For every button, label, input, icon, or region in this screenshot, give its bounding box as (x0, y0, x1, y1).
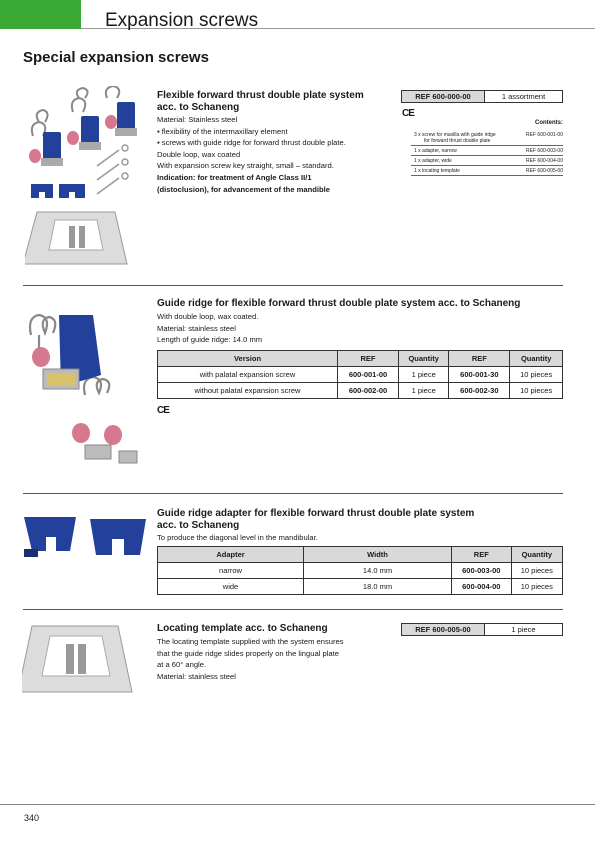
guide-ridge-table (157, 350, 563, 399)
table-cell: 10 pieces (511, 563, 562, 579)
chapter-color-tab (0, 0, 81, 29)
product-description (157, 311, 417, 346)
table-row (158, 367, 563, 383)
table-cell: 1 piece (399, 383, 449, 399)
footer-rule (0, 804, 595, 805)
contents-ref: REF 600-003-00 (526, 148, 563, 154)
description-line: at a 60° angle. (157, 660, 207, 670)
table-cell: without palatal expansion screw (158, 383, 338, 399)
table-cell: 18.0 mm (304, 579, 452, 595)
adapter-image (20, 505, 150, 565)
description-line: Material: Stainless steel (157, 115, 238, 124)
contents-ref: REF 600-004-00 (526, 158, 563, 164)
description-line: Material: stainless steel (157, 671, 236, 681)
table-header: Quantity (399, 351, 449, 367)
locating-template-image (22, 620, 142, 700)
description-line: Length of guide ridge: 14.0 mm (157, 335, 263, 345)
screw-figure (32, 86, 119, 136)
table-header-row (158, 547, 563, 563)
page-title: Expansion screws (105, 10, 259, 31)
product-title-line: acc. to Schaneng (157, 520, 240, 531)
table-header: Width (304, 547, 452, 563)
page-number: 340 (24, 813, 40, 823)
table-cell: 600-002-30 (449, 383, 510, 399)
table-cell: 600-003-00 (452, 563, 512, 579)
table-cell: narrow (158, 563, 304, 579)
product-title: Guide ridge for flexible forward thrust double plate system acc. to Schaneng (157, 298, 521, 309)
table-header: REF (449, 351, 510, 367)
product-title-line: Guide ridge adapter for flexible forward thrust double plate system (157, 508, 475, 519)
ref-quantity: 1 assortment (501, 92, 546, 101)
product-description (157, 636, 397, 682)
table-header: Adapter (158, 547, 304, 563)
contents-desc: 1 x adapter, narrow (414, 148, 457, 154)
product-description: To produce the diagonal level in the mandibular. (157, 533, 318, 542)
table-cell: 1 piece (399, 367, 449, 383)
ref-quantity: 1 piece (511, 625, 536, 634)
table-row (158, 579, 563, 595)
ref-box (401, 90, 563, 103)
product-title-line: Flexible forward thrust double plate system (157, 90, 364, 101)
section-title: Special expansion screws (23, 49, 209, 66)
description-line: With expansion screw key straight, small – standard. (157, 161, 334, 171)
contents-ref: REF 600-005-00 (526, 168, 563, 174)
product-description (157, 114, 397, 195)
ce-mark: CE (157, 405, 169, 416)
contents-ref: REF 600-001-00 (526, 132, 563, 138)
contents-desc: 3 x screw for maxilla with guide ridge (414, 132, 496, 138)
product-title-line: acc. to Schaneng (157, 102, 240, 113)
contents-row (411, 156, 563, 166)
description-line: Double loop, wax coated (157, 149, 241, 159)
table-cell: 10 pieces (511, 579, 562, 595)
table-cell: wide (158, 579, 304, 595)
table-cell: 10 pieces (510, 367, 563, 383)
table-header: Version (158, 351, 338, 367)
description-line: ▪ flexibility of the intermaxillary element (157, 126, 288, 136)
table-header: REF (338, 351, 399, 367)
product-title: Locating template acc. to Schaneng (157, 623, 328, 634)
contents-desc: 1 x locating template (414, 168, 460, 174)
table-cell: 600-004-00 (452, 579, 512, 595)
contents-list (411, 120, 563, 176)
product-title (157, 90, 364, 114)
ref-number: REF 600-000-00 (402, 91, 485, 102)
indication-line: (distoclusion), for advancement of the mandible (157, 184, 330, 194)
table-header: REF (452, 547, 512, 563)
description-line: ▪ screws with guide ridge for forward thrust double plate. (157, 138, 346, 148)
table-cell: 600-001-00 (338, 367, 399, 383)
table-header: Quantity (510, 351, 563, 367)
table-cell: 14.0 mm (304, 563, 452, 579)
table-header: Quantity (511, 547, 562, 563)
contents-label: Contents: (535, 120, 563, 126)
table-cell: 10 pieces (510, 383, 563, 399)
description-line: Material: stainless steel (157, 323, 236, 333)
description-line: that the guide ridge slides properly on the lingual plate (157, 648, 339, 658)
adapter-table (157, 546, 563, 595)
table-cell: with palatal expansion screw (158, 367, 338, 383)
indication-line: Indication: for treatment of Angle Class II/1 (157, 172, 312, 182)
contents-row (411, 166, 563, 176)
table-row (158, 383, 563, 399)
double-plate-system-image (25, 86, 145, 276)
contents-desc: for forward thrust double plate (424, 138, 491, 144)
product-title (157, 508, 474, 532)
table-header-row (158, 351, 563, 367)
description-line: With double loop, wax coated. (157, 312, 259, 321)
ce-mark: CE (402, 108, 414, 119)
contents-desc: 1 x adapter, wide (414, 158, 452, 164)
section-divider (23, 285, 563, 286)
description-line: The locating template supplied with the system ensures (157, 637, 344, 646)
table-cell: 600-002-00 (338, 383, 399, 399)
table-row (158, 563, 563, 579)
guide-ridge-image (25, 295, 145, 475)
ref-box (401, 623, 563, 636)
ref-number: REF 600-005-00 (402, 624, 485, 635)
contents-row (411, 146, 563, 156)
section-divider (23, 609, 563, 610)
section-divider (23, 493, 563, 494)
table-cell: 600-001-30 (449, 367, 510, 383)
contents-row (411, 130, 563, 146)
